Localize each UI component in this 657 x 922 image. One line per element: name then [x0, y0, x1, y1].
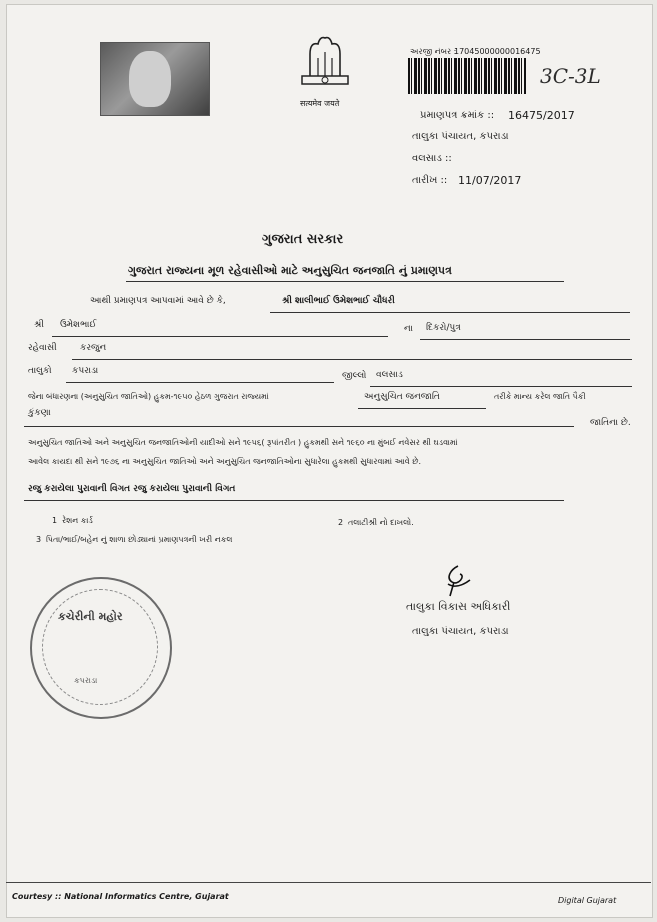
application-number: 17045000000016475	[454, 47, 541, 56]
relation-label: ના	[404, 324, 413, 334]
place-label: વલસાડ ::	[412, 153, 452, 164]
footer-courtesy: Courtesy :: National Informatics Centre, Gujarat	[12, 892, 229, 901]
government-title: ગુજરાત સરકાર	[262, 232, 344, 247]
shri-label: શ્રી	[34, 320, 44, 330]
evidence-item-no: 2	[338, 518, 344, 527]
intro-text: આથી પ્રમાણપત્ર આપવામાં આવે છે કે,	[90, 296, 226, 306]
tribe-suffix: જાતિના છે.	[590, 418, 631, 428]
evidence-item: રેશન કાર્ડ	[62, 516, 93, 525]
barcode	[408, 58, 526, 94]
certificate-number: 16475/2017	[508, 109, 575, 122]
father-name: ઉમેશભાઈ	[60, 320, 97, 330]
taluka-label: તાલુકો	[28, 366, 52, 376]
evidence-heading: રજુ કરાયેલા પુરાવાની વિગત રજુ કરાયેલા પુરાવાની વિગત	[28, 484, 236, 494]
state-emblem-icon	[296, 32, 354, 98]
holder-name: શ્રી શાલીભાઈ ઉમેશભાઈ ચૌધરી	[282, 296, 395, 306]
evidence-item-no: 1	[52, 516, 58, 525]
officer-signature	[436, 564, 476, 598]
tribe: કુંકણા	[28, 408, 51, 418]
taluka: કપરાડા	[72, 366, 99, 376]
village: કરજુન	[80, 343, 107, 353]
district: વલસાડ	[376, 370, 403, 380]
certificate-title: ગુજરાત રાજ્યના મૂળ રહેવાસીઓ માટે અનુસુચિત જનજાતિ નું પ્રમાણપત્ર	[128, 264, 452, 277]
statute-line-1: અનુસુચિત જાતિઓ અને અનુસુચિત જનજાતિઓની યાદીઓ સને ૧૯૫૬( રૂપાંતરીત ) હુકમથી સને ૧૯૬૦ ના મુંબઈ નવેસર થી ઘડવામાં	[28, 438, 458, 447]
relation: દિકરો/પુત્ર	[426, 323, 461, 333]
office-seal	[30, 577, 172, 719]
emblem-motto: सत्यमेव जयते	[300, 99, 340, 108]
seal-text: કચેરીની મહોર	[58, 610, 123, 623]
certificate-number-label: પ્રમાણપત્ર ક્રમાંક ::	[420, 110, 495, 121]
footer-brand: Digital Gujarat	[558, 896, 617, 905]
evidence-item-no: 3	[36, 535, 42, 544]
date-label: તારીખ ::	[412, 175, 448, 186]
evidence-item: પિતા/ભાઈ/બહેન નું શાળા છોડ્યાનાં પ્રમાણપત્રની ખરી નકલ	[46, 535, 233, 544]
applicant-photo	[100, 42, 210, 116]
application-number-label: અરજી નંબર :	[410, 47, 457, 56]
issuing-office: તાલુકા પંચાયત, કપરાડા	[412, 131, 509, 142]
handwritten-reference: 3C-3L	[540, 64, 601, 88]
officer-designation: તાલુકા વિકાસ અધિકારી	[406, 600, 511, 613]
issue-date: 11/07/2017	[458, 174, 522, 187]
clause-suffix: તરીકે માન્ય કરેલ જાતિ પૈકી	[494, 392, 586, 401]
district-label: જીલ્લો	[342, 371, 367, 381]
footer-divider	[6, 882, 651, 883]
order-clause: જેના બંધારણના (અનુસુચિત જાતિઓ) હુકમ-૧૯૫૦ હેઠળ ગુજરાત રાજ્યમાં	[28, 392, 269, 401]
resident-label: રહેવાસી	[28, 343, 57, 353]
category: અનુસુચિત જનજાતિ	[364, 392, 440, 402]
officer-office: તાલુકા પંચાયત, કપરાડા	[412, 626, 509, 637]
evidence-item: તલાટીશ્રી નો દાખલો.	[348, 518, 414, 527]
seal-ring-text: કપરાડા	[74, 676, 98, 685]
statute-line-2: આવેલ કાયદા થી સને ૧૯૭૬ ના અનુસુચિત જાતિઓ અને અનુસુચિત જનજાતિઓના સુધારેલા હુકમથી સુધારવામાં આવે છે.	[28, 457, 422, 466]
